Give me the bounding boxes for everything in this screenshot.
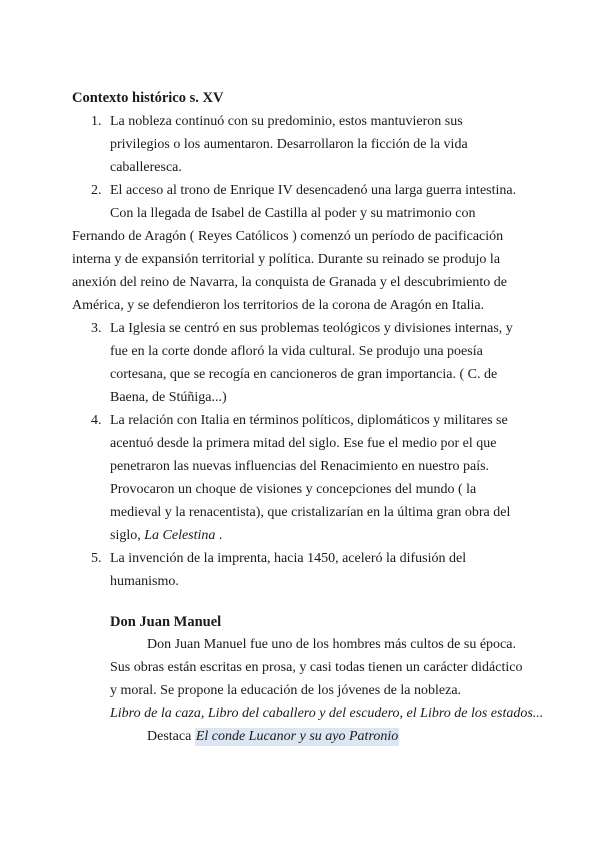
list-item-line: La relación con Italia en términos políticos, diplomáticos y militares se bbox=[110, 413, 508, 428]
list-item-line: privilegios o los aumentaron. Desarrollaron la ficción de la vida bbox=[110, 137, 468, 152]
list-item-line: La Iglesia se centró en sus problemas teológicos y divisiones internas, y bbox=[110, 321, 513, 336]
list-item-line: acentuó desde la primera mitad del siglo. Ese fue el medio por el que bbox=[110, 436, 497, 451]
list-item-line: fue en la corte donde afloró la vida cultural. Se produjo una poesía bbox=[110, 344, 483, 359]
paragraph-line: Don Juan Manuel fue uno de los hombres más cultos de su época. bbox=[147, 637, 516, 652]
list-item-line: Baena, de Stúñiga...) bbox=[110, 390, 227, 405]
list-item-line: penetraron las nuevas influencias del Renacimiento en nuestro país. bbox=[110, 459, 490, 474]
list-item-line: La invención de la imprenta, hacia 1450, aceleró la difusión del bbox=[110, 551, 467, 566]
list-number: 1. bbox=[91, 114, 102, 129]
list-item-line: interna y de expansión territorial y política. Durante su reinado se produjo la bbox=[72, 252, 501, 267]
list-item-line: La nobleza continuó con su predominio, estos mantuvieron sus bbox=[110, 114, 463, 129]
highlight-line bbox=[147, 729, 399, 745]
list-item-text: siglo, bbox=[110, 528, 141, 543]
list-number: 2. bbox=[91, 183, 102, 198]
list-item-line: cortesana, que se recogía en cancioneros de gran importancia. ( C. de bbox=[110, 367, 498, 382]
list-item-line: América, y se defendieron los territorios de la corona de Aragón en Italia. bbox=[72, 298, 485, 313]
list-item-line: medieval y la renacentista), que cristalizarían en la última gran obra del bbox=[110, 505, 511, 520]
list-item-line: caballeresca. bbox=[110, 160, 182, 175]
list-item-line: anexión del reino de Navarra, la conquista de Granada y el descubrimiento de bbox=[72, 275, 507, 290]
paragraph-line: y moral. Se propone la educación de los jóvenes de la nobleza. bbox=[110, 683, 462, 698]
list-item-line-last bbox=[110, 528, 222, 544]
book-title-celestina: La Celestina bbox=[144, 528, 216, 543]
works-list-line: Libro de la caza, Libro del caballero y del escudero, el Libro de los estados... bbox=[110, 706, 544, 721]
list-number: 4. bbox=[91, 413, 102, 428]
paragraph-line: Sus obras están escritas en prosa, y casi todas tienen un carácter didáctico bbox=[110, 660, 523, 675]
list-item-line: humanismo. bbox=[110, 574, 179, 589]
list-item-text: . bbox=[218, 528, 223, 543]
highlighted-book-title[interactable]: El conde Lucanor y su ayo Patronio bbox=[195, 729, 399, 744]
section-title-don-juan-manuel: Don Juan Manuel bbox=[110, 614, 222, 630]
list-number: 5. bbox=[91, 551, 102, 566]
list-item-line: El acceso al trono de Enrique IV desencadenó una larga guerra intestina. bbox=[110, 183, 517, 198]
list-item-line: Provocaron un choque de visiones y concepciones del mundo ( la bbox=[110, 482, 477, 497]
list-number: 3. bbox=[91, 321, 102, 336]
highlight-prefix: Destaca bbox=[147, 729, 192, 744]
section-title-contexto: Contexto histórico s. XV bbox=[72, 90, 224, 106]
list-item-line: Fernando de Aragón ( Reyes Católicos ) comenzó un período de pacificación bbox=[72, 229, 504, 244]
list-item-line: Con la llegada de Isabel de Castilla al poder y su matrimonio con bbox=[110, 206, 476, 221]
